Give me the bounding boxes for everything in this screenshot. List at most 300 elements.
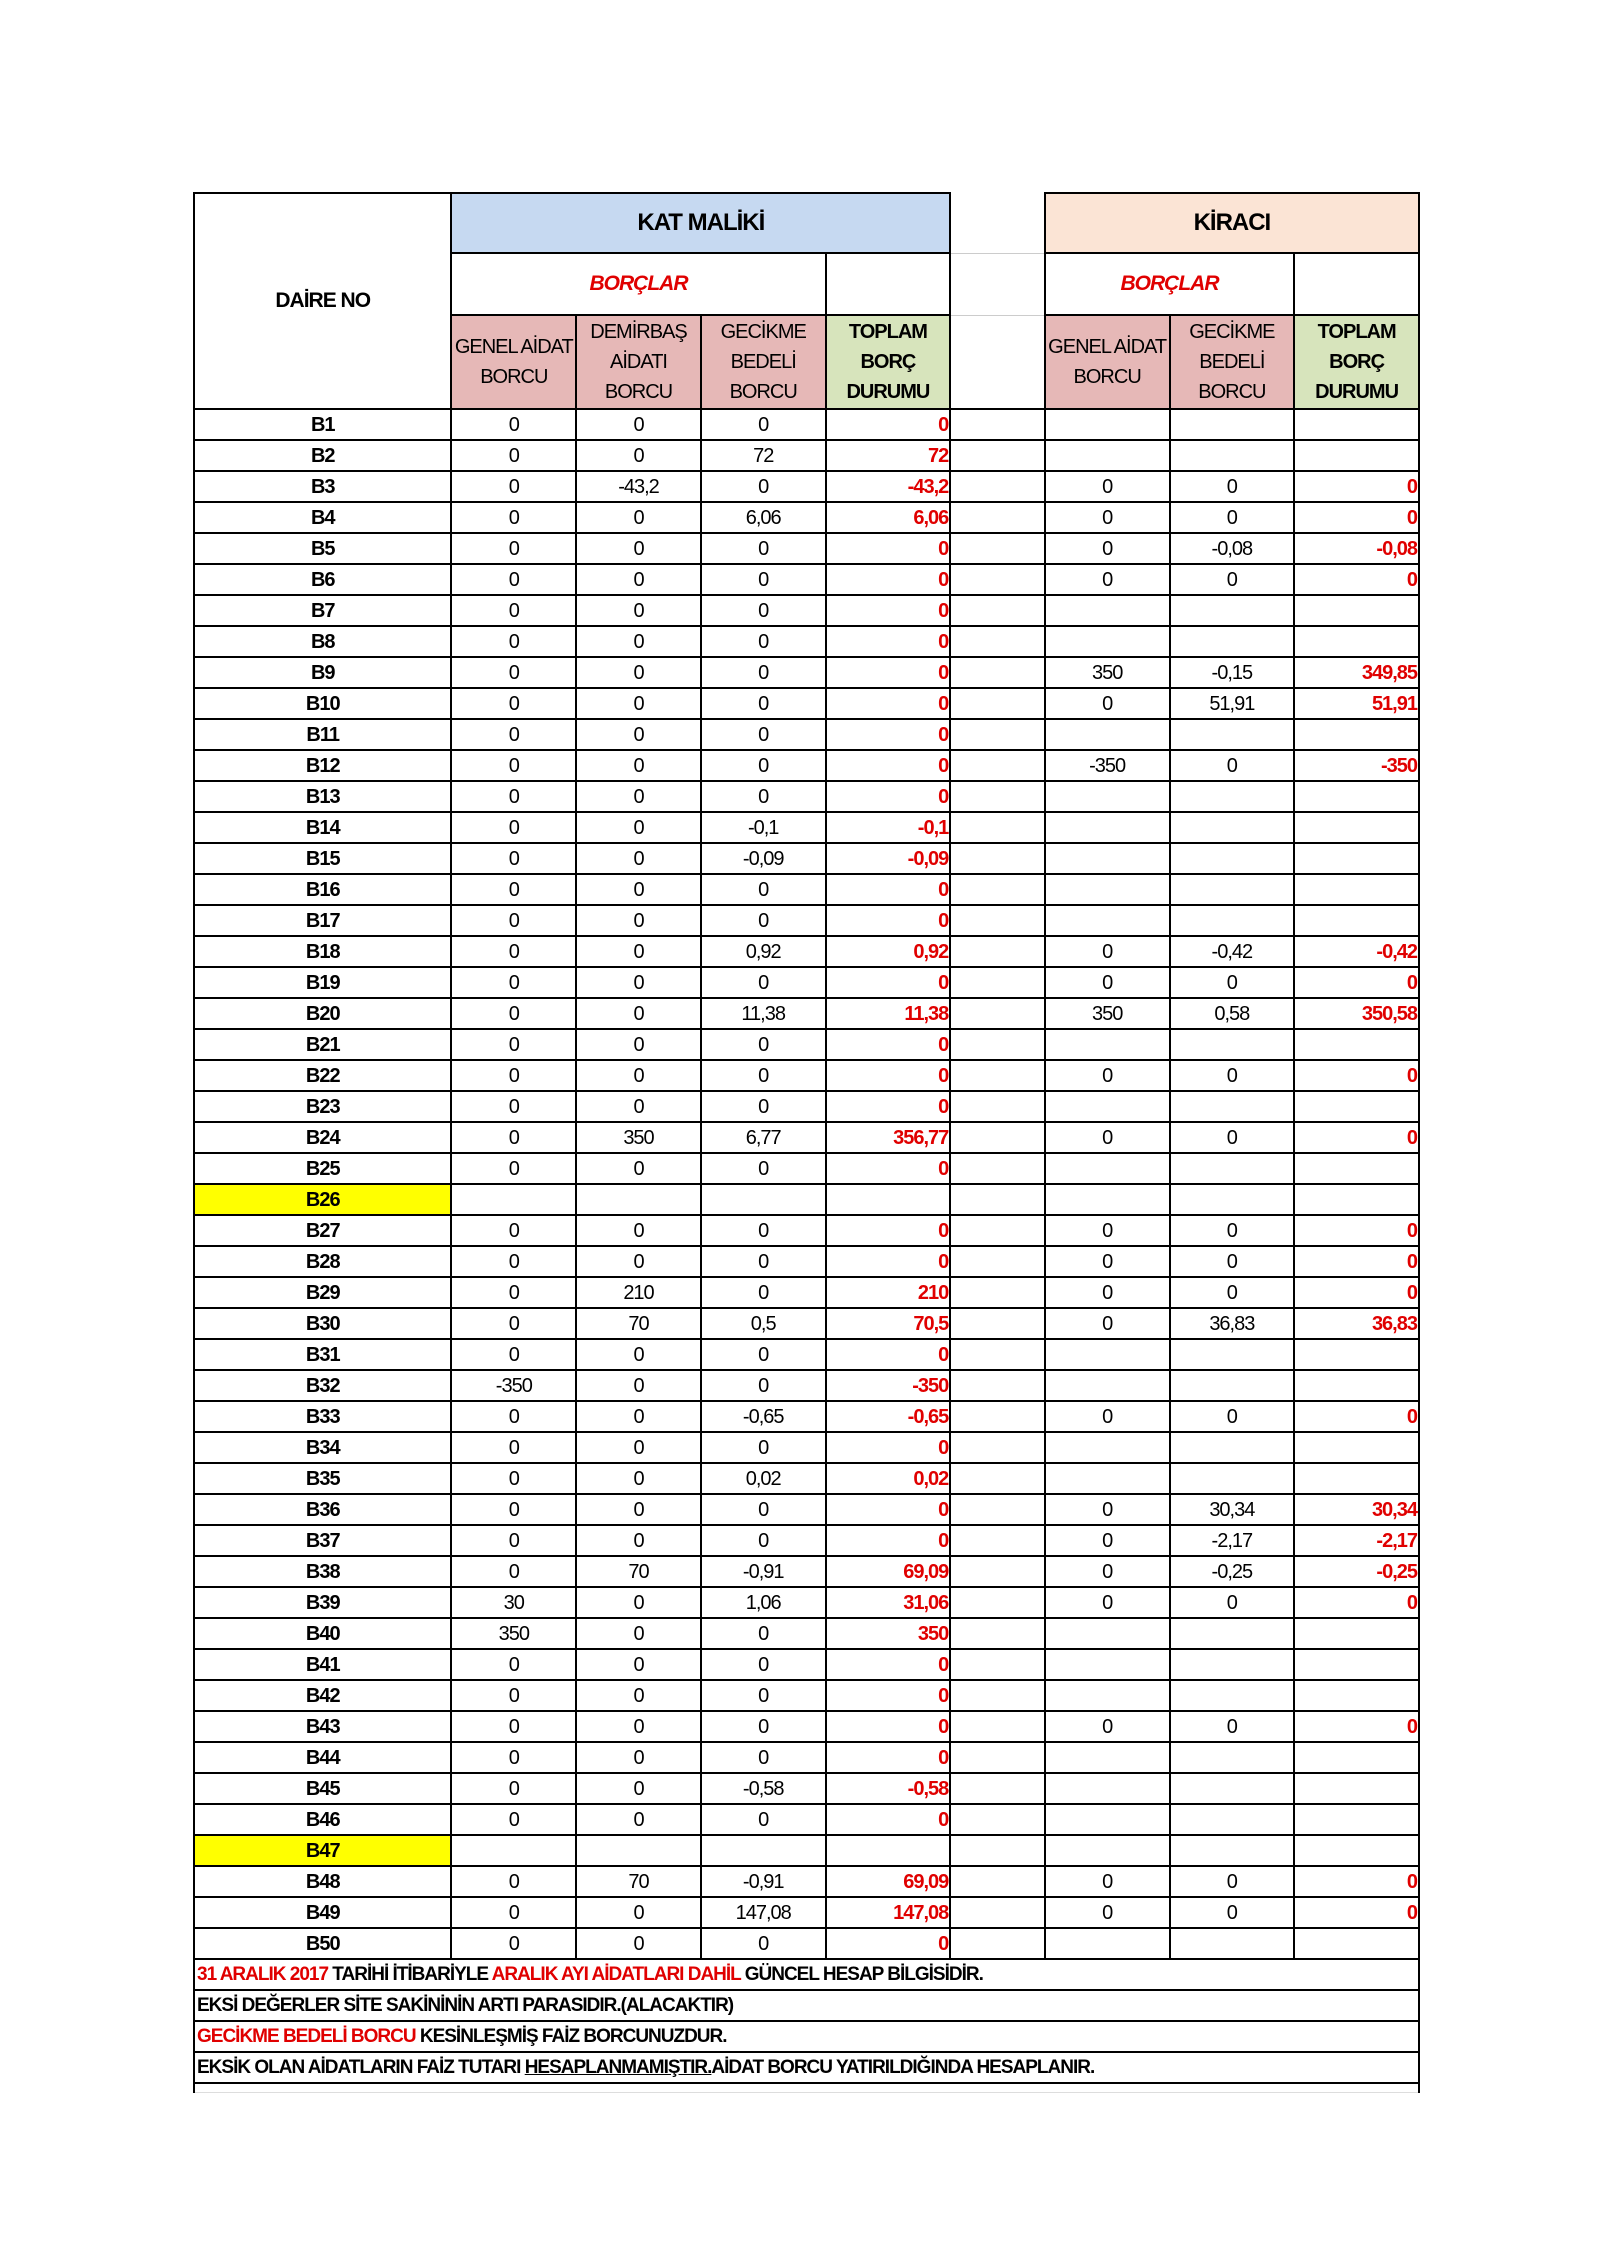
table-row [194,688,1419,719]
tenant-gecikme-cell: -0,25 [1170,1556,1295,1587]
owner-gecikme-cell: -0,1 [701,812,826,843]
tenant-genel-cell [1045,1339,1170,1370]
owner-toplam-cell: 0 [826,409,951,440]
gap-cell [950,1153,1045,1184]
owner-genel-cell: 0 [451,1401,576,1432]
owner-gecikme-cell: 0 [701,967,826,998]
daire-no-cell: B6 [194,564,451,595]
table-row [194,1494,1419,1525]
daire-no-cell: B43 [194,1711,451,1742]
owner-genel-cell: 0 [451,1215,576,1246]
tenant-toplam-cell: 0 [1294,502,1419,533]
gap-cell [950,1432,1045,1463]
tenant-genel-cell [1045,1091,1170,1122]
table-row [194,967,1419,998]
gap-cell [950,905,1045,936]
gap-cell [950,1928,1045,1959]
tenant-toplam-cell: 30,34 [1294,1494,1419,1525]
owner-gecikme-cell: 11,38 [701,998,826,1029]
tenant-toplam-cell [1294,1463,1419,1494]
owner-demirbas-cell: 0 [576,1060,701,1091]
owner-genel-cell: 0 [451,657,576,688]
owner-toplam-cell: 0 [826,750,951,781]
gap-cell [950,843,1045,874]
gap-cell [950,1680,1045,1711]
tenant-toplam-cell [1294,874,1419,905]
owner-gecikme-cell: 0 [701,1742,826,1773]
daire-no-cell: B41 [194,1649,451,1680]
tenant-gecikme-cell [1170,440,1295,471]
owner-toplam-cell: 210 [826,1277,951,1308]
tenant-gecikme-cell [1170,843,1295,874]
tenant-toplam-cell: 349,85 [1294,657,1419,688]
daire-no-cell: B4 [194,502,451,533]
owner-genel-cell: 0 [451,812,576,843]
tenant-toplam-cell: 0 [1294,1401,1419,1432]
tenant-toplam-cell: 0 [1294,1277,1419,1308]
owner-demirbas-cell: 0 [576,626,701,657]
table-row [194,409,1419,440]
owner-gecikme-cell: 0 [701,1432,826,1463]
table-row [194,719,1419,750]
owner-demirbas-cell: -43,2 [576,471,701,502]
owner-toplam-cell: 0 [826,1060,951,1091]
gap-cell [950,1804,1045,1835]
tenant-toplam-cell: 0 [1294,1897,1419,1928]
table-row [194,1215,1419,1246]
note-3 [194,2021,1419,2052]
owner-toplam-cell: 0 [826,1711,951,1742]
owner-gecikme-cell: 0,02 [701,1463,826,1494]
owner-genel-cell: 0 [451,440,576,471]
tenant-genel-cell: 0 [1045,1866,1170,1897]
owner-genel-cell: 0 [451,533,576,564]
owner-toplam-cell: 69,09 [826,1866,951,1897]
owner-gecikme-cell: 0 [701,1339,826,1370]
owner-genel-cell: 0 [451,1773,576,1804]
tenant-toplam-cell: -350 [1294,750,1419,781]
owner-toplam-cell: 72 [826,440,951,471]
owner-gecikme-cell: 0,92 [701,936,826,967]
tenant-genel-cell [1045,719,1170,750]
daire-no-cell: B18 [194,936,451,967]
owner-gecikme-cell: 1,06 [701,1587,826,1618]
owner-gecikme-cell: 0 [701,564,826,595]
owner-demirbas-cell: 0 [576,936,701,967]
tenant-genel-cell [1045,1804,1170,1835]
owner-demirbas-cell: 0 [576,1153,701,1184]
owner-toplam-cell: 0 [826,1928,951,1959]
owner-toplam-cell: 0 [826,1742,951,1773]
tenant-gecikme-cell [1170,719,1295,750]
owner-gecikme-cell: -0,91 [701,1556,826,1587]
table-row [194,843,1419,874]
owner-demirbas-cell: 0 [576,1711,701,1742]
table-row [194,781,1419,812]
owner-toplam-cell: 0 [826,905,951,936]
owner-demirbas-cell: 70 [576,1556,701,1587]
owner-demirbas-cell: 0 [576,967,701,998]
tenant-toplam-cell: 0 [1294,1122,1419,1153]
gap-cell [950,315,1045,409]
owner-genel-cell: 0 [451,874,576,905]
owner-genel-cell: 0 [451,1897,576,1928]
owner-demirbas-cell: 0 [576,1463,701,1494]
daire-no-header: DAİRE NO [194,193,451,409]
gap-cell [950,1649,1045,1680]
tenant-genel-cell [1045,1928,1170,1959]
owner-toplam-cell: 0 [826,1525,951,1556]
gap-cell [950,1091,1045,1122]
owner-demirbas-cell: 0 [576,1773,701,1804]
owner-toplam-cell: 350 [826,1618,951,1649]
owner-gecikme-cell: -0,91 [701,1866,826,1897]
daire-no-cell: B17 [194,905,451,936]
owner-gecikme-cell: 0 [701,719,826,750]
owner-toplam-cell: 0 [826,1215,951,1246]
daire-no-cell: B42 [194,1680,451,1711]
table-row [194,1339,1419,1370]
tenant-gecikme-cell: 0,58 [1170,998,1295,1029]
owner-gecikme-cell: 0 [701,626,826,657]
tenant-toplam-cell [1294,719,1419,750]
owner-gecikme-cell: 0 [701,1494,826,1525]
owner-gecikme-cell: 0 [701,1060,826,1091]
gap-cell [950,967,1045,998]
owner-gecikme-cell: 0 [701,688,826,719]
daire-no-cell: B7 [194,595,451,626]
owner-gecikme-cell: 0 [701,781,826,812]
gap-cell [950,874,1045,905]
tenant-gecikme-cell [1170,1029,1295,1060]
owner-demirbas-cell: 0 [576,812,701,843]
tenant-gecikme-cell [1170,595,1295,626]
owner-demirbas-cell: 0 [576,750,701,781]
tenant-toplam-cell [1294,812,1419,843]
table-row [194,1308,1419,1339]
table-row [194,1370,1419,1401]
tenant-genel-cell [1045,1649,1170,1680]
daire-no-cell: B1 [194,409,451,440]
tenant-gecikme-cell: 0 [1170,750,1295,781]
daire-no-cell: B32 [194,1370,451,1401]
owner-toplam-cell: 147,08 [826,1897,951,1928]
gap-cell [950,564,1045,595]
owner-genel-cell: 30 [451,1587,576,1618]
owner-genel-cell: 0 [451,688,576,719]
gap-cell [950,1122,1045,1153]
tenant-gecikme-cell: 0 [1170,1897,1295,1928]
daire-no-cell: B34 [194,1432,451,1463]
daire-no-cell: B8 [194,626,451,657]
tenant-genel-cell: 0 [1045,936,1170,967]
gap-cell [950,781,1045,812]
tenant-toplam-cell: 0 [1294,564,1419,595]
tenant-genel-cell [1045,1742,1170,1773]
owner-toplam-cell: -0,65 [826,1401,951,1432]
tenant-gecikme-cell [1170,1649,1295,1680]
debt-table [193,192,1420,2093]
tenant-toplam-cell [1294,1835,1419,1866]
owner-demirbas-cell: 210 [576,1277,701,1308]
owner-toplam-cell: 0 [826,1804,951,1835]
owner-genel-cell: 0 [451,1246,576,1277]
owner-demirbas-cell: 0 [576,1029,701,1060]
owner-demirbas-cell: 0 [576,1742,701,1773]
tenant-genel-cell [1045,1432,1170,1463]
tenant-gecikme-cell [1170,1339,1295,1370]
owner-genel-cell: 0 [451,1711,576,1742]
gap-cell [950,626,1045,657]
owner-demirbas-cell: 0 [576,905,701,936]
tenant-toplam-cell: 0 [1294,471,1419,502]
owner-genel-cell: 0 [451,967,576,998]
table-row [194,626,1419,657]
owner-demirbas-cell: 0 [576,1649,701,1680]
owner-demirbas-cell: 0 [576,502,701,533]
owner-demirbas-cell: 0 [576,533,701,564]
daire-no-cell: B26 [194,1184,451,1215]
owner-demirbas-cell: 0 [576,998,701,1029]
daire-no-cell: B24 [194,1122,451,1153]
tenant-gecikme-cell: -2,17 [1170,1525,1295,1556]
tenant-gecikme-cell [1170,1804,1295,1835]
owner-toplam-cell: 0 [826,1649,951,1680]
gap-cell [950,1029,1045,1060]
owner-gecikme-cell: 0 [701,1091,826,1122]
tenant-genel-cell [1045,1618,1170,1649]
table-row [194,874,1419,905]
tenant-genel-cell: 350 [1045,657,1170,688]
gap-cell [950,998,1045,1029]
table-row [194,1835,1419,1866]
tenant-toplam-cell: 0 [1294,1246,1419,1277]
owner-genel-cell: 0 [451,1494,576,1525]
tenant-toplam-cell: -0,42 [1294,936,1419,967]
daire-no-cell: B40 [194,1618,451,1649]
gap-cell [950,1246,1045,1277]
owner-demirbas-cell: 0 [576,1680,701,1711]
tenant-gecikme-cell [1170,1432,1295,1463]
table-row [194,1060,1419,1091]
owner-toplam-cell: 0 [826,874,951,905]
gap-cell [950,471,1045,502]
tenant-toplam-cell [1294,905,1419,936]
gap-cell [950,688,1045,719]
owner-genel-cell: 0 [451,1742,576,1773]
owner-toplam-cell: -0,1 [826,812,951,843]
owner-gecikme-cell [701,1184,826,1215]
owner-genel-cell: 0 [451,1804,576,1835]
owner-genel-cell: 0 [451,1029,576,1060]
owner-demirbas-cell: 0 [576,440,701,471]
owner-toplam-cell: 0,02 [826,1463,951,1494]
tenant-toplam-cell [1294,1029,1419,1060]
tenant-genel-cell: 0 [1045,1556,1170,1587]
owner-demirbas-cell: 0 [576,688,701,719]
owner-toplam-cell: 0 [826,626,951,657]
daire-no-cell: B25 [194,1153,451,1184]
owner-gecikme-cell: 0 [701,1928,826,1959]
owner-col-gecikme: GECİKME BEDELİ BORCU [701,315,826,409]
tenant-gecikme-cell [1170,905,1295,936]
table-row [194,905,1419,936]
tenant-gecikme-cell [1170,781,1295,812]
tenant-genel-cell [1045,1773,1170,1804]
daire-no-cell: B36 [194,1494,451,1525]
owner-genel-cell: 0 [451,843,576,874]
tenant-toplam-cell [1294,1432,1419,1463]
tenant-borclar-label: BORÇLAR [1045,253,1294,315]
owner-demirbas-cell: 0 [576,1215,701,1246]
owner-genel-cell: 0 [451,1432,576,1463]
tenant-toplam-cell: 0 [1294,1866,1419,1897]
tenant-genel-cell: 0 [1045,1897,1170,1928]
owner-genel-cell: 0 [451,1928,576,1959]
owner-demirbas-cell [576,1835,701,1866]
tenant-genel-cell [1045,1184,1170,1215]
owner-toplam-cell: 69,09 [826,1556,951,1587]
owner-gecikme-cell: 0 [701,1029,826,1060]
owner-demirbas-cell: 0 [576,1618,701,1649]
tenant-toplam-cell [1294,1804,1419,1835]
table-row [194,595,1419,626]
owner-gecikme-cell: 0 [701,533,826,564]
owner-gecikme-cell: 6,77 [701,1122,826,1153]
owner-gecikme-cell: 0 [701,595,826,626]
owner-genel-cell: 0 [451,1060,576,1091]
daire-no-cell: B28 [194,1246,451,1277]
tenant-blank-cell [1294,253,1419,315]
daire-no-cell: B10 [194,688,451,719]
owner-toplam-cell: 0 [826,1494,951,1525]
tenant-toplam-cell [1294,1153,1419,1184]
tenant-genel-cell: 0 [1045,1525,1170,1556]
owner-demirbas-cell: 0 [576,874,701,905]
tenant-genel-cell: 0 [1045,688,1170,719]
owner-genel-cell: 0 [451,719,576,750]
table-row [194,502,1419,533]
tenant-gecikme-cell [1170,1463,1295,1494]
note-4 [194,2052,1419,2083]
tenant-gecikme-cell: 36,83 [1170,1308,1295,1339]
daire-no-cell: B20 [194,998,451,1029]
tenant-toplam-cell [1294,1680,1419,1711]
gap-cell [950,595,1045,626]
gap-cell [950,812,1045,843]
daire-no-cell: B31 [194,1339,451,1370]
owner-genel-cell: 0 [451,936,576,967]
tenant-gecikme-cell: 0 [1170,967,1295,998]
tenant-gecikme-cell: -0,42 [1170,936,1295,967]
table-row [194,1184,1419,1215]
note-1-date: 31 ARALIK 2017 [197,1963,329,1985]
tenant-genel-cell [1045,595,1170,626]
owner-genel-cell: 0 [451,1463,576,1494]
tenant-gecikme-cell [1170,1370,1295,1401]
tenant-genel-cell: 0 [1045,1277,1170,1308]
tenant-gecikme-cell: 0 [1170,1246,1295,1277]
owner-toplam-cell: 0 [826,688,951,719]
owner-gecikme-cell: 0 [701,874,826,905]
tenant-toplam-cell: 0 [1294,1215,1419,1246]
owner-toplam-cell: 356,77 [826,1122,951,1153]
owner-gecikme-cell: 0 [701,1649,826,1680]
owner-col-toplam: TOPLAM BORÇ DURUMU [826,315,951,409]
table-row [194,812,1419,843]
owner-gecikme-cell: 0 [701,1153,826,1184]
daire-no-cell: B22 [194,1060,451,1091]
tenant-genel-cell [1045,843,1170,874]
gap-cell [950,1370,1045,1401]
table-row [194,998,1419,1029]
note-1-highlight: ARALIK AYI AİDATLARI DAHİL [491,1963,741,1985]
owner-toplam-cell: 11,38 [826,998,951,1029]
owner-genel-cell: 0 [451,564,576,595]
tenant-toplam-cell: 0 [1294,1711,1419,1742]
gap-cell [950,1308,1045,1339]
owner-demirbas-cell: 0 [576,781,701,812]
owner-toplam-cell: 70,5 [826,1308,951,1339]
daire-no-cell: B37 [194,1525,451,1556]
table-row [194,564,1419,595]
tenant-col-toplam: TOPLAM BORÇ DURUMU [1294,315,1419,409]
owner-genel-cell: 0 [451,1277,576,1308]
owner-demirbas-cell: 0 [576,1370,701,1401]
daire-no-cell: B44 [194,1742,451,1773]
table-row [194,1463,1419,1494]
owner-toplam-cell: 0 [826,533,951,564]
owner-genel-cell [451,1184,576,1215]
tenant-col-gecikme: GECİKME BEDELİ BORCU [1170,315,1295,409]
tenant-header: KİRACI [1045,193,1419,253]
blank-row [194,2083,1419,2093]
tenant-genel-cell: 0 [1045,1246,1170,1277]
daire-no-cell: B47 [194,1835,451,1866]
tenant-genel-cell [1045,1680,1170,1711]
daire-no-cell: B23 [194,1091,451,1122]
note-4-end: AİDAT BORCU YATIRILDIĞINDA HESAPLANIR. [711,2056,1095,2078]
owner-toplam-cell: 0 [826,1029,951,1060]
tenant-gecikme-cell [1170,626,1295,657]
tenant-genel-cell: 0 [1045,1494,1170,1525]
tenant-toplam-cell [1294,1742,1419,1773]
note-1-end: GÜNCEL HESAP BİLGİSİDİR. [740,1963,983,1985]
tenant-genel-cell [1045,874,1170,905]
owner-col-genel: GENEL AİDAT BORCU [451,315,576,409]
table-row [194,1525,1419,1556]
owner-demirbas-cell: 70 [576,1866,701,1897]
tenant-gecikme-cell: 0 [1170,502,1295,533]
gap-cell [950,1773,1045,1804]
owner-blank-cell [826,253,951,315]
owner-genel-cell: 0 [451,626,576,657]
tenant-gecikme-cell: 0 [1170,1277,1295,1308]
tenant-genel-cell [1045,781,1170,812]
owner-gecikme-cell: -0,58 [701,1773,826,1804]
tenant-toplam-cell [1294,843,1419,874]
tenant-gecikme-cell [1170,1742,1295,1773]
tenant-toplam-cell: 0 [1294,1587,1419,1618]
owner-demirbas-cell: 0 [576,1432,701,1463]
tenant-genel-cell: 0 [1045,471,1170,502]
table-row [194,1928,1419,1959]
owner-demirbas-cell: 0 [576,1494,701,1525]
gap-cell [950,719,1045,750]
table-row [194,440,1419,471]
table-row [194,657,1419,688]
tenant-toplam-cell: -0,08 [1294,533,1419,564]
